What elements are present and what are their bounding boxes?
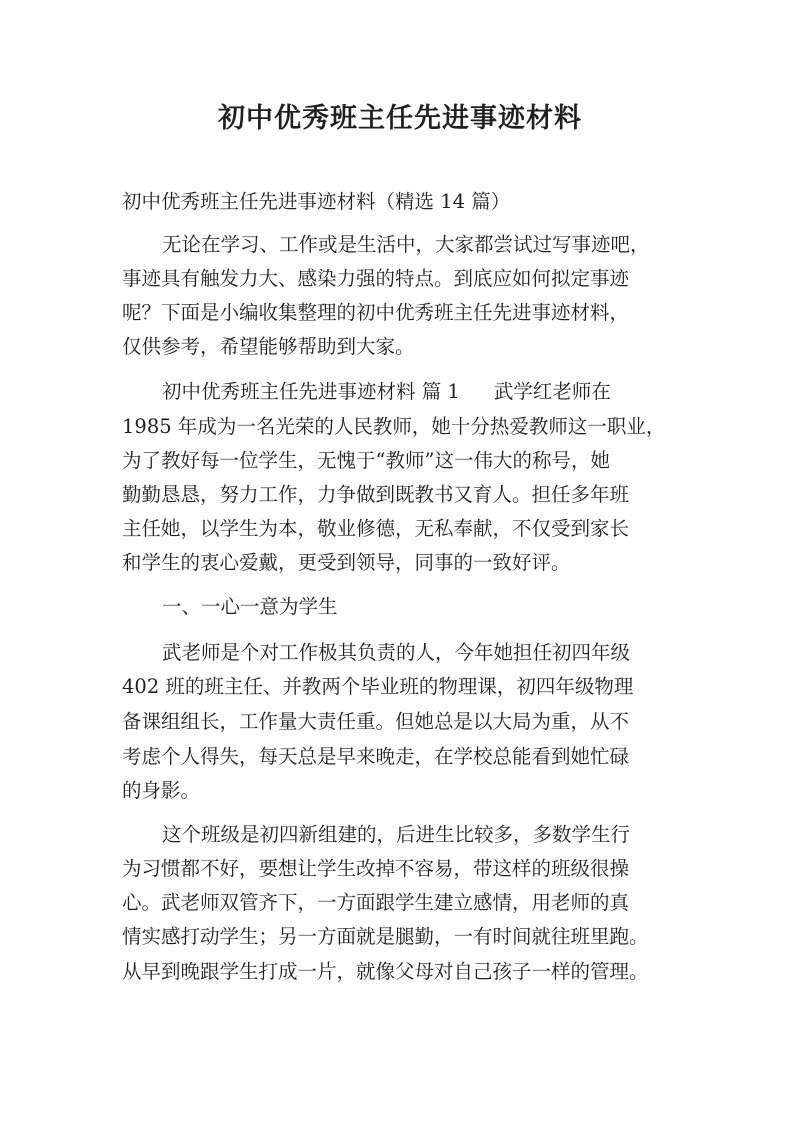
body-line: 心。武老师双管齐下，一方面跟学生建立感情，用老师的真: [122, 891, 630, 914]
section-opening-text: 武学红老师在: [493, 380, 611, 403]
section-heading: 初中优秀班主任先进事迹材料 篇 1: [162, 380, 460, 403]
body-line: 主任她，以学生为本，敬业修德，无私奉献，不仅受到家长: [122, 517, 630, 540]
body-line: 情实感打动学生；另一方面就是腿勤，一有时间就往班里跑。: [122, 925, 649, 948]
body-line: 这个班级是初四新组建的，后进生比较多，多数学生行: [162, 823, 631, 846]
section-heading-line: [162, 375, 682, 409]
body-line: 为了教好每一位学生，无愧于“教师”这一伟大的称号，她: [122, 449, 610, 472]
body-line: 为习惯都不好，要想让学生改掉不容易，带这样的班级很操: [122, 857, 630, 880]
body-line: 402 班的班主任、并教两个毕业班的物理课，初四年级物理: [122, 675, 634, 698]
body-line: 勤勤恳恳，努力工作，力争做到既教书又育人。担任多年班: [122, 483, 630, 506]
body-line: 备课组组长，工作量大责任重。但她总是以大局为重，从不: [122, 710, 630, 733]
document-title: 初中优秀班主任先进事迹材料: [218, 103, 582, 134]
body-line: 1985 年成为一名光荣的人民教师，她十分热爱教师这一职业，: [122, 415, 666, 438]
body-line: 考虑个人得失，每天总是早来晚走，在学校总能看到她忙碌: [122, 745, 630, 768]
body-line: 事迹具有触发力大、感染力强的特点。到底应如何拟定事迹: [122, 267, 630, 290]
subtitle-line: 初中优秀班主任先进事迹材料（精选 14 篇）: [122, 190, 511, 213]
body-line: 和学生的衷心爱戴，更受到领导，同事的一致好评。: [122, 551, 571, 574]
body-line: 无论在学习、工作或是生活中，大家都尝试过写事迹吧，: [162, 233, 650, 256]
subheading-line: 一、一心一意为学生: [162, 595, 338, 618]
body-line: 的身影。: [122, 779, 201, 802]
body-line: 仅供参考，希望能够帮助到大家。: [122, 335, 415, 358]
body-line: 武老师是个对工作极其负责的人，今年她担任初四年级: [162, 641, 631, 664]
body-line: 呢？下面是小编收集整理的初中优秀班主任先进事迹材料，: [122, 301, 630, 324]
body-line: 从早到晚跟学生打成一片，就像父母对自己孩子一样的管理。: [122, 960, 649, 983]
